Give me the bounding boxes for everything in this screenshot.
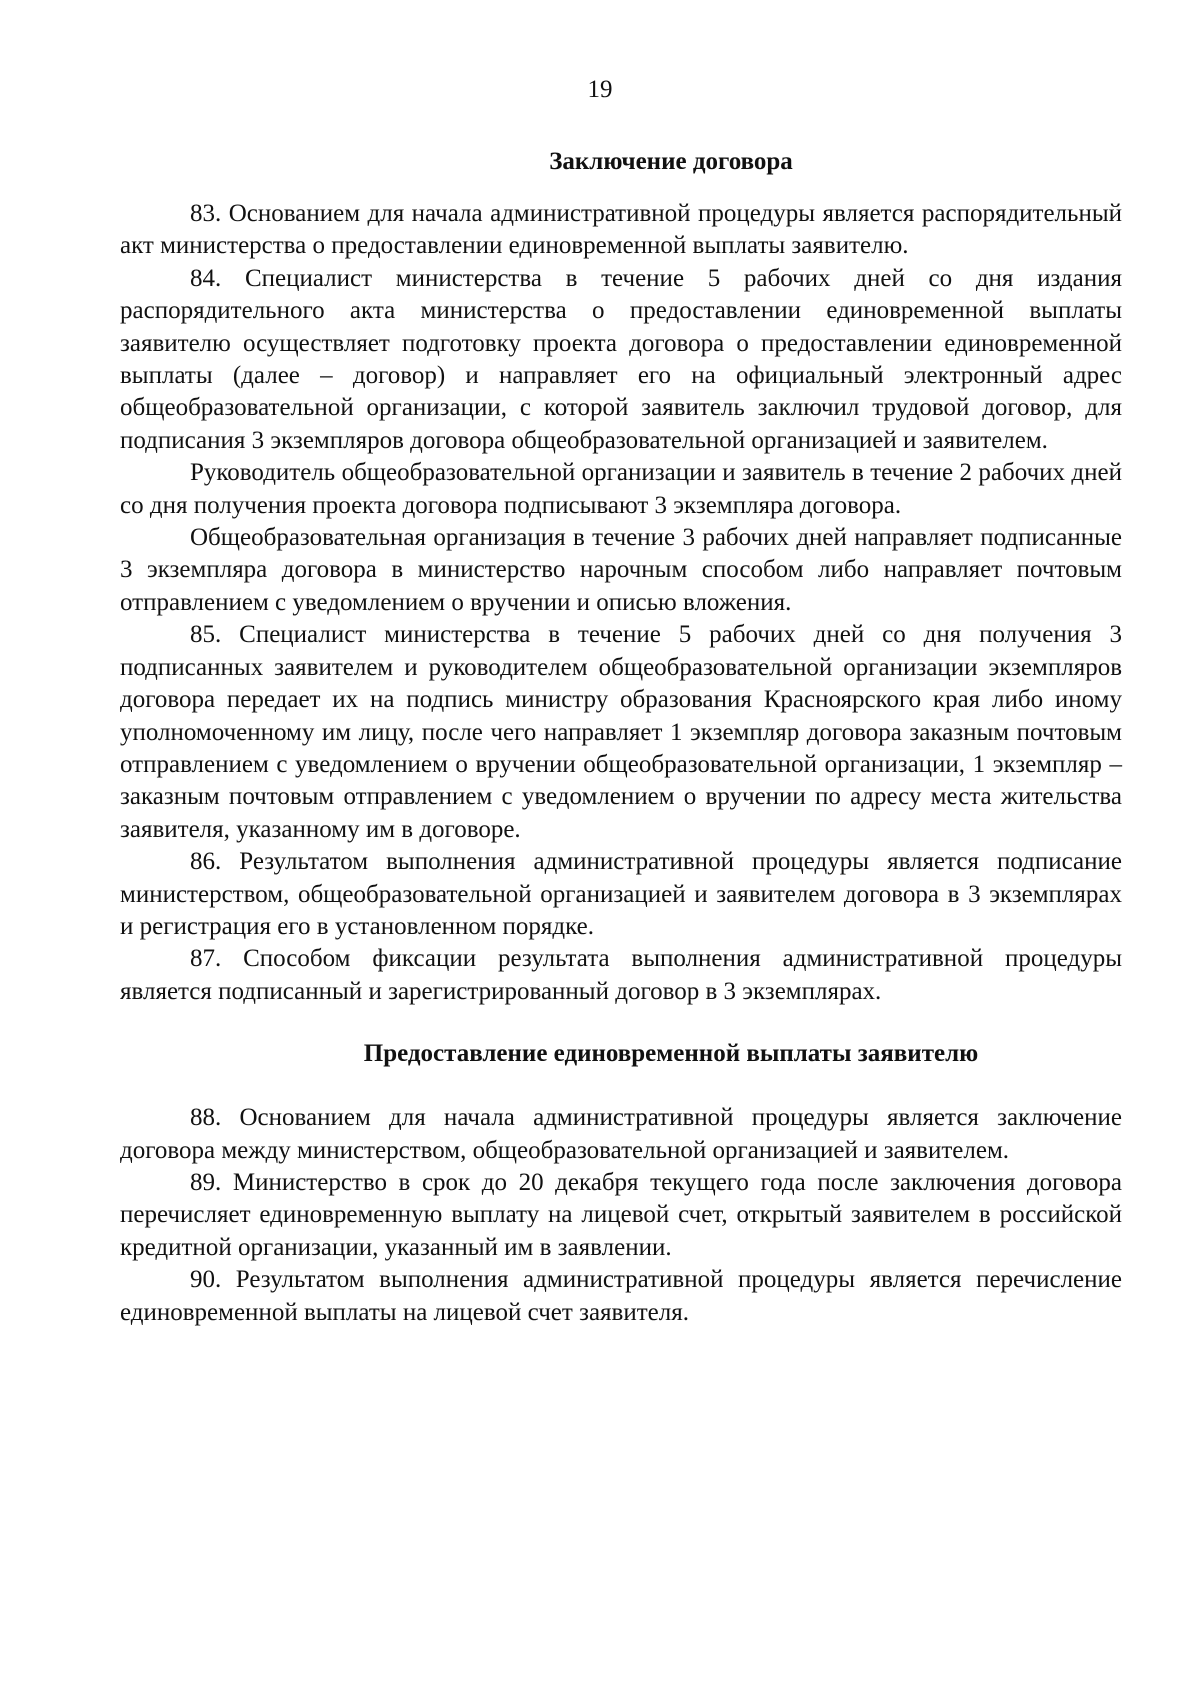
section-heading-contract: Заключение договора xyxy=(549,148,793,175)
paragraph-84-signing: Руководитель общеобразовательной организации и заявитель в течение 2 рабочих дней со дня получения проекта договора подписывают 3 экземпляра договора. xyxy=(120,459,1122,519)
paragraph-85: 85. Специалист министерства в течение 5 рабочих дней со дня получения 3 подписанных заявителем и руководителем общеобразовательной организации экземпляров договора передает их на подпись министру образования Красноярского края либо иному уполномоченному им лицу, после чего направляет 1 экземпляр договора заказным почтовым отправлением с уведомлением о вручении общеобразовательной организации, 1 экземпляр – заказным почтовым отправлением с уведомлением о вручении по адресу места жительства заявителя, указанному им в договоре. xyxy=(120,621,1122,843)
page-number: 19 xyxy=(587,76,613,103)
paragraph-87: 87. Способом фиксации результата выполнения административной процедуры является подписанный и зарегистрированный договор в 3 экземплярах. xyxy=(120,945,1122,1005)
section-heading-payment: Предоставление единовременной выплаты заявителю xyxy=(363,1040,979,1068)
paragraph-84-sending: Общеобразовательная организация в течение 3 рабочих дней направляет подписанные 3 экземпляра договора в министерство нарочным способом либо направляет почтовым отправлением с уведомлением о вручении и описью вложения. xyxy=(120,524,1122,616)
paragraph-83: 83. Основанием для начала административной процедуры является распорядительный акт министерства о предоставлении единовременной выплаты заявителю. xyxy=(120,200,1122,260)
paragraph-86: 86. Результатом выполнения административной процедуры является подписание министерством, общеобразовательной организацией и заявителем договора в 3 экземплярах и регистрация его в установленном порядке. xyxy=(120,848,1122,940)
paragraph-84: 84. Специалист министерства в течение 5 рабочих дней со дня издания распорядительного акта министерства о предоставлении единовременной выплаты заявителю осуществляет подготовку проекта договора о предоставлении единовременной выплаты (далее – договор) и направляет его на официальный электронный адрес общеобразовательной организации, с которой заявитель заключил трудовой договор, для подписания 3 экземпляров договора общеобразовательной организацией и заявителем. xyxy=(120,264,1122,454)
paragraph-90: 90. Результатом выполнения административной процедуры является перечисление единовременной выплаты на лицевой счет заявителя. xyxy=(120,1266,1122,1326)
document-body xyxy=(120,146,1122,1329)
paragraph-88: 88. Основанием для начала административной процедуры является заключение договора между министерством, общеобразовательной организацией и заявителем. xyxy=(120,1104,1122,1164)
paragraph-89: 89. Министерство в срок до 20 декабря текущего года после заключения договора перечисляет единовременную выплату на лицевой счет, открытый заявителем в российской кредитной организации, указанный им в заявлении. xyxy=(120,1168,1122,1261)
